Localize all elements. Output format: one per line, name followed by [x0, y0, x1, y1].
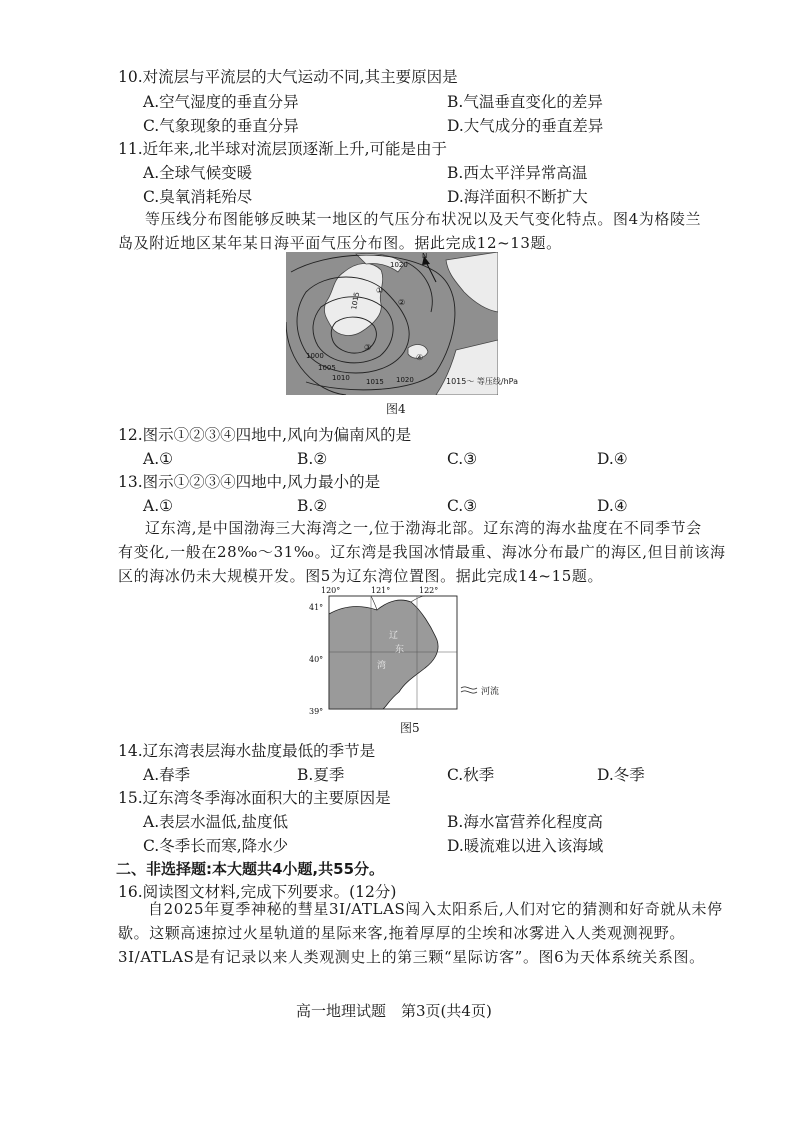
fig4-isobar-label: 1020 [396, 376, 414, 384]
figure-4-isobar-map [286, 252, 498, 395]
passage1-line-2: 岛及附近地区某年某日海平面气压分布图。据此完成12~13题。 [118, 234, 562, 252]
q14-option-d: D.冬季 [597, 766, 645, 784]
q12-option-c: C.③ [447, 450, 478, 468]
q14-option-a: A.春季 [143, 766, 191, 784]
q10-option-b: B.气温垂直变化的差异 [447, 93, 603, 111]
q13-option-a: A.① [143, 497, 174, 515]
q12-option-d: D.④ [597, 450, 628, 468]
fig4-isobar-label: 1020 [390, 261, 408, 269]
fig5-lon-label: 121° [371, 586, 391, 595]
q15-stem: 15.辽东湾冬季海冰面积大的主要原因是 [118, 789, 391, 807]
passage2-line-2: 有变化,一般在28‰～31‰。辽东湾是我国冰情最重、海冰分布最广的海区,但目前该海 [118, 543, 726, 561]
q14-option-c: C.秋季 [447, 766, 495, 784]
q11-option-c: C.臭氧消耗殆尽 [143, 188, 253, 206]
fig5-lat-label: 39° [309, 707, 324, 716]
q11-option-b: B.西太平洋异常高温 [447, 164, 588, 182]
fig4-caption: 图4 [386, 402, 406, 416]
q12-stem: 12.图示①②③④四地中,风向为偏南风的是 [118, 426, 412, 444]
fig5-lon-label: 120° [321, 586, 341, 595]
q15-option-b: B.海水富营养化程度高 [447, 813, 603, 831]
q13-option-c: C.③ [447, 497, 478, 515]
q11-option-d: D.海洋面积不断扩大 [447, 188, 588, 206]
fig4-isobar-label: 1015 [366, 378, 384, 386]
q11-option-a: A.全球气候变暖 [143, 164, 253, 182]
figure-5-liaodong-bay-map [305, 584, 515, 718]
q14-stem: 14.辽东湾表层海水盐度最低的季节是 [118, 742, 376, 760]
q16-line-3: 3I/ATLAS是有记录以来人类观测史上的第三颗“星际访客”。图6为天体系统关系图。 [118, 948, 705, 966]
section-2-title: 二、非选择题:本大题共4小题,共55分。 [116, 860, 385, 878]
q10-option-a: A.空气湿度的垂直分异 [143, 93, 299, 111]
q10-option-d: D.大气成分的垂直差异 [447, 117, 604, 135]
q11-stem: 11.近年来,北半球对流层顶逐渐上升,可能是由于 [118, 140, 448, 158]
fig4-point-3: ③ [364, 343, 372, 352]
q16-stem: 16.阅读图文材料,完成下列要求。(12分) [118, 883, 397, 901]
fig4-isobar-label: 1005 [318, 364, 336, 372]
fig4-isobar-label: 1010 [332, 374, 350, 382]
q16-line-2: 歇。这颗高速掠过火星轨道的星际来客,拖着厚厚的尘埃和冰雾进入人类观测视野。 [118, 924, 685, 942]
fig5-bay-label: 湾 [377, 661, 387, 671]
passage2-line-3: 区的海冰仍未大规模开发。图5为辽东湾位置图。据此完成14~15题。 [118, 567, 604, 585]
fig5-lon-label: 122° [419, 586, 439, 595]
q15-option-a: A.表层水温低,盐度低 [143, 813, 289, 831]
q12-option-a: A.① [143, 450, 174, 468]
q13-stem: 13.图示①②③④四地中,风力最小的是 [118, 473, 381, 491]
fig4-north-label: N [422, 252, 428, 260]
fig5-lat-label: 41° [309, 603, 324, 612]
q14-option-b: B.夏季 [297, 766, 345, 784]
q10-option-c: C.气象现象的垂直分异 [143, 117, 299, 135]
fig5-lat-label: 40° [309, 655, 324, 664]
q15-option-d: D.暖流难以进入该海域 [447, 837, 604, 855]
fig4-isobar-label: 1000 [306, 352, 324, 360]
fig5-bay-label: 东 [395, 645, 405, 655]
fig4-legend: 1015～ 等压线/hPa [446, 377, 519, 386]
fig4-point-4: ④ [416, 353, 424, 362]
fig5-caption: 图5 [400, 721, 420, 735]
q16-line-1: 自2025年夏季神秘的彗星3I/ATLAS闯入太阳系后,人们对它的猜测和好奇就从未停 [148, 900, 723, 918]
fig5-legend-river: 河流 [481, 687, 500, 697]
fig4-point-1: ① [376, 286, 384, 295]
fig4-isobar-label: 1015 [350, 291, 362, 311]
q10-stem: 10.对流层与平流层的大气运动不同,其主要原因是 [118, 68, 458, 86]
q13-option-d: D.④ [597, 497, 628, 515]
q15-option-c: C.冬季长而寒,降水少 [143, 837, 289, 855]
passage2-line-1: 辽东湾,是中国渤海三大海湾之一,位于渤海北部。辽东湾的海水盐度在不同季节会 [145, 519, 702, 537]
fig5-bay-label: 辽 [389, 631, 399, 641]
q13-option-b: B.② [297, 497, 328, 515]
q12-option-b: B.② [297, 450, 328, 468]
fig4-point-2: ② [398, 298, 406, 307]
page-footer: 高一地理试题 第3页(共4页) [296, 1002, 492, 1020]
passage1-line-1: 等压线分布图能够反映某一地区的气压分布状况以及天气变化特点。图4为格陵兰 [145, 210, 702, 228]
